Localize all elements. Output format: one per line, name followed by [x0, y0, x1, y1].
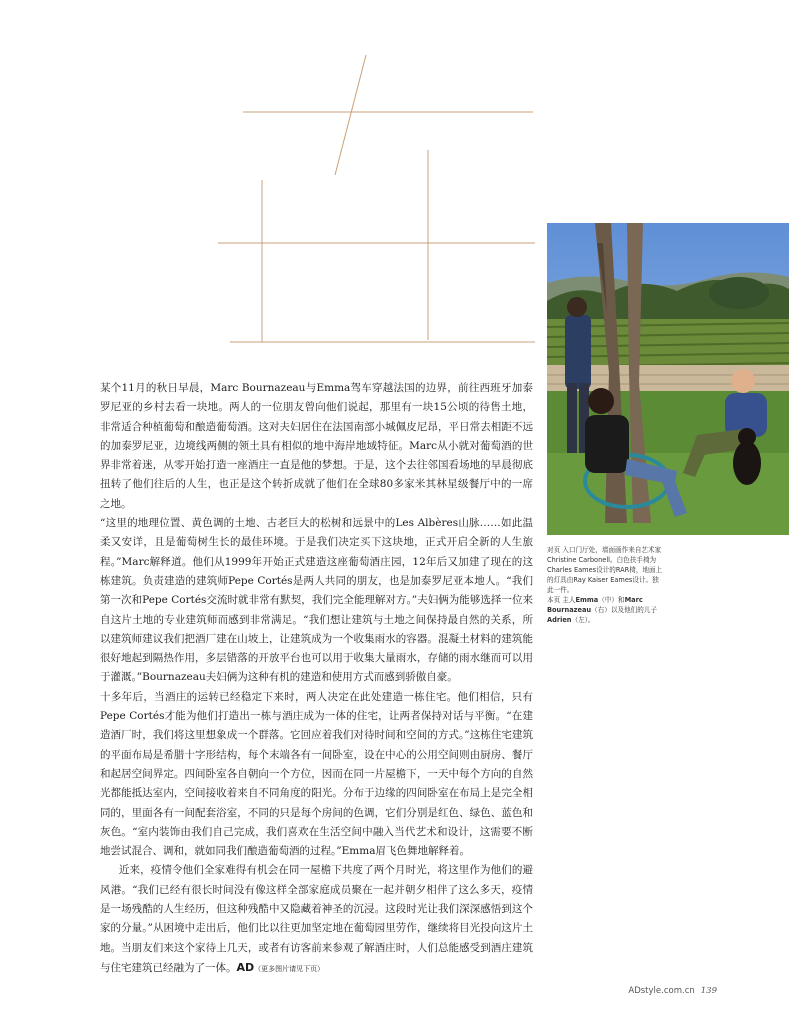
paragraph-final	[100, 861, 533, 979]
caption-text: （左）。	[571, 616, 595, 624]
caption-text: （中）和	[598, 596, 625, 604]
paragraph: 十多年后，当酒庄的运转已经稳定下来时，两人决定在此处建造一栋住宅。他们相信，只有Pepe Cortés才能为他们打造出一栋与酒庄成为一体的住宅，让两者保持对话与平衡。“在建造酒厂时，我们将这里想象成一个群落。它回应着我们对待时间和空间的方式。”这栋住宅建筑的平面布局是希腊十字形结构，每个末端各有一间卧室，设在中心的公用空间则由厨房、餐厅和起居空间界定。四间卧室各自朝向一个方位，因而在同一片屋檐下，一天中每个方向的自然光都能抵达室内，空间接收着来自不同角度的阳光。分布于边缘的四间卧室在布局上是完全相同的，里面各有一间配套浴室，不同的只是每个房间的色调，它们分别是红色、绿色、蓝色和灰色。“室内装饰由我们自己完成，我们喜欢在生活空间中融入当代艺术和设计，这需要不断地尝试混合、调和，就如同我们酿造葡萄酒的过程。”Emma眉飞色舞地解释着。	[100, 690, 533, 858]
continued-note: （更多图片请见下页）	[254, 964, 325, 973]
paragraph: 某个11月的秋日早晨，Marc Bournazeau与Emma驾车穿越法国的边界，前往西班牙加泰罗尼亚的乡村去看一块地。两人的一位朋友曾向他们说起，那里有一块15公顷的待售土地，非常适合种植葡萄和酿造葡萄酒。这对夫妇居住在法国南部小城佩皮尼昂，平日常去相距不远的加泰罗尼亚，边境线两侧的领土具有相似的地中海岸地域特征。Marc从小就对葡萄酒的世界非常着迷，从零开始打造一座酒庄一直是他的梦想。于是，这个去往邻国看场地的早晨彻底扭转了他们往后的人生，也正是这个转折成就了他们在全球80多家米其林星级餐厅中的一席之地。	[100, 382, 533, 510]
family-photo	[547, 223, 789, 535]
page-number: 139	[700, 986, 717, 996]
caption-text-opposite: 入口门厅处，墙面画作来自艺术家Christine Carbonell。白色扶手椅为Charles Eames设计的RAR椅，地面上的灯具由Ray Kaiser Eames设计。独此一件。	[547, 546, 663, 594]
paragraph-text: 近来，疫情令他们全家难得有机会在同一屋檐下共度了两个月时光，将这里作为他们的避风港。“我们已经有很长时间没有像这样全部家庭成员聚在一起并朝夕相伴了这么多天，疫情是一场残酷的人生经历，但这种残酷中又隐藏着神圣的沉浸。这段时光让我们深深感悟到这个家的分量。”从困境中走出后，他们比以往更加坚定地在葡萄园里劳作，继续将目光投向这片土地。当朋友们来这个家待上几天，或者有访客前来参观了解酒庄时，人们总能感受到酒庄建筑与住宅建筑已经融为了一体。	[100, 864, 533, 974]
article-body	[100, 379, 533, 979]
end-mark: AD	[236, 960, 255, 974]
site-url: ADstyle.com.cn	[628, 986, 695, 996]
caption-text: （右）以及他们的儿子	[591, 606, 658, 614]
page-footer	[628, 986, 717, 996]
paragraph: “这里的地理位置、黄色调的土地、古老巨大的松树和远景中的Les Albères山脉……如此温柔又安详，且是葡萄树生长的最佳环境。于是我们决定买下这块地，正式开启全新的人生旅程。”Marc解释道。他们从1999年开始正式建造这座葡萄酒庄园，12年后又加建了现在的这栋建筑。负责建造的建筑师Pepe Cortés是两人共同的朋友，也是加泰罗尼亚本地人。“我们第一次和Pepe Cortés交流时就非常有默契，我们完全能理解对方。”夫妇俩为能够选择一位来自这片土地的专业建筑师而感到非常满足。“我们想让建筑与土地之间保持最自然的关系，所以建筑师建议我们把酒厂建在山坡上，让建筑成为一个收集雨水的容器。混凝土材料的建筑能很好地起到隔热作用，多层错落的开放平台也可以用于收集大量雨水，存储的雨水继而可以用于灌溉。”Bournazeau夫妇俩为这种有机的建造和使用方式而感到骄傲自豪。	[100, 517, 533, 684]
caption-label-this-page: 本页	[547, 596, 561, 604]
caption-label-opposite: 对页	[547, 546, 561, 554]
caption-name: Marc Bournazeau	[547, 596, 643, 614]
caption-name: Emma	[575, 596, 599, 604]
caption-text: 主人	[562, 596, 576, 604]
title-character	[218, 55, 535, 342]
caption-name: Adrien	[547, 616, 572, 624]
photo-caption	[547, 545, 665, 625]
